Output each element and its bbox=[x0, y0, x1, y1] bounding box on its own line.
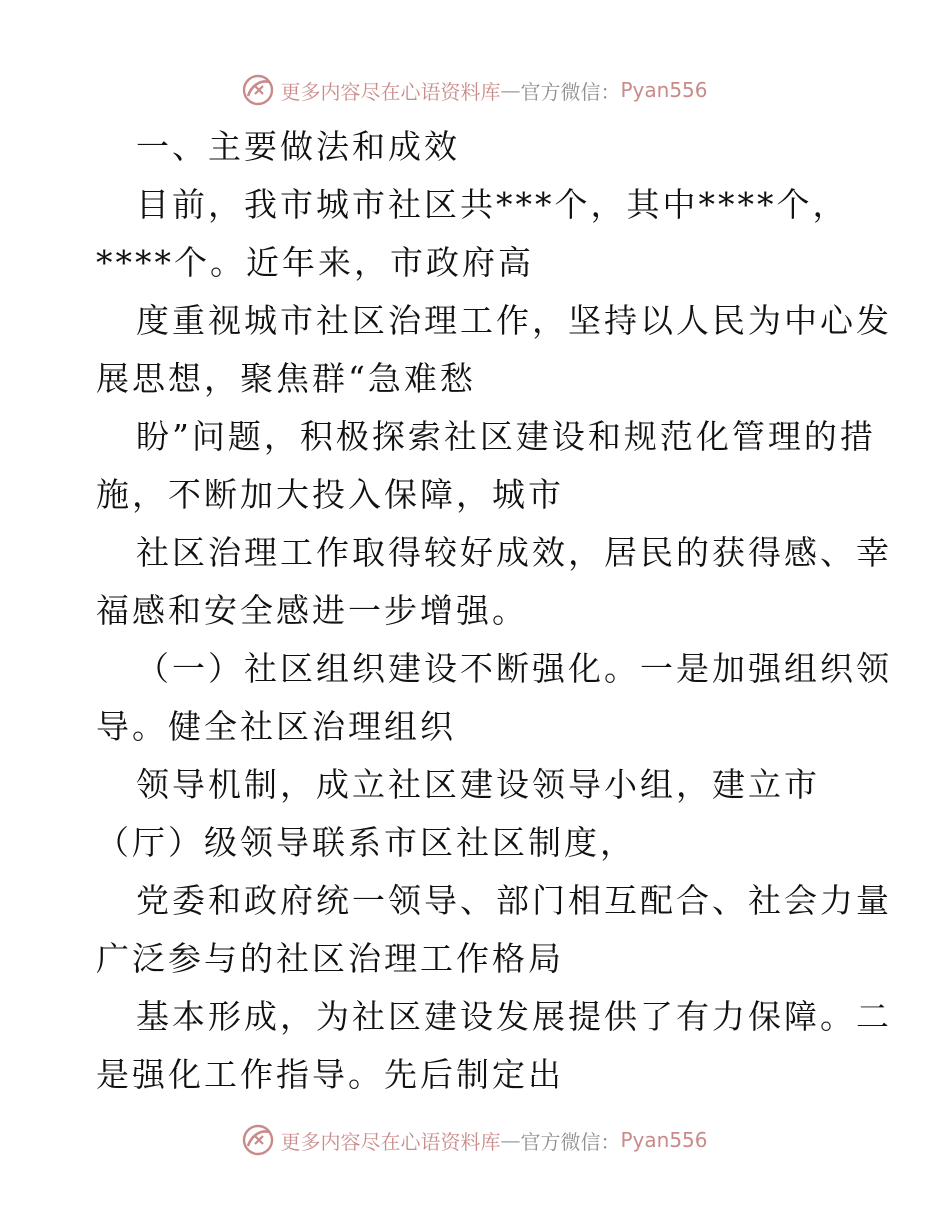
paragraph-line: 领导机制，成立社区建设领导小组，建立市 bbox=[136, 765, 820, 804]
watermark-wechat-id: Pyan556 bbox=[620, 78, 708, 102]
subsection-heading-line: （一）社区组织建设不断强化。一是加强组织领 bbox=[136, 649, 892, 688]
paragraph-line: 度重视城市社区治理工作，坚持以人民为中心发 bbox=[136, 301, 892, 340]
paragraph-line: 福感和安全感进一步增强。 bbox=[96, 591, 528, 630]
paragraph-line: 基本形成，为社区建设发展提供了有力保障。二 bbox=[136, 997, 892, 1036]
watermark-brand: 更多内容尽在心语资料库 bbox=[280, 79, 501, 104]
paragraph-line: 展思想，聚焦群“急难愁 bbox=[96, 359, 476, 398]
watermark-official-label: 官方微信： bbox=[520, 79, 621, 104]
paragraph-line: 导。健全社区治理组织 bbox=[96, 707, 456, 746]
header-watermark bbox=[0, 70, 950, 110]
brand-logo-icon bbox=[242, 74, 274, 106]
watermark-official-label: 官方微信： bbox=[520, 1129, 621, 1154]
paragraph-line: 是强化工作指导。先后制定出 bbox=[96, 1055, 564, 1094]
paragraph-line: 目前，我市城市社区共***个，其中****个， bbox=[136, 185, 849, 224]
watermark-brand: 更多内容尽在心语资料库 bbox=[280, 1129, 501, 1154]
watermark-wechat-id: Pyan556 bbox=[620, 1128, 708, 1152]
paragraph-line: 盼”问题，积极探索社区建设和规范化管理的措 bbox=[136, 417, 876, 456]
paragraph-line: ****个。近年来，市政府高 bbox=[96, 243, 534, 282]
brand-logo-icon bbox=[242, 1124, 274, 1156]
section-heading: 一、主要做法和成效 bbox=[136, 127, 460, 166]
paragraph-line: 党委和政府统一领导、部门相互配合、社会力量 bbox=[136, 881, 892, 920]
paragraph-line: 施，不断加大投入保障，城市 bbox=[96, 475, 564, 514]
watermark-separator: — bbox=[500, 1128, 521, 1152]
paragraph-line: 社区治理工作取得较好成效，居民的获得感、幸 bbox=[136, 533, 892, 572]
paragraph-line: 广泛参与的社区治理工作格局 bbox=[96, 939, 564, 978]
paragraph-line: （厅）级领导联系市区社区制度， bbox=[96, 823, 636, 862]
footer-watermark bbox=[0, 1120, 950, 1160]
watermark-separator: — bbox=[500, 78, 521, 102]
